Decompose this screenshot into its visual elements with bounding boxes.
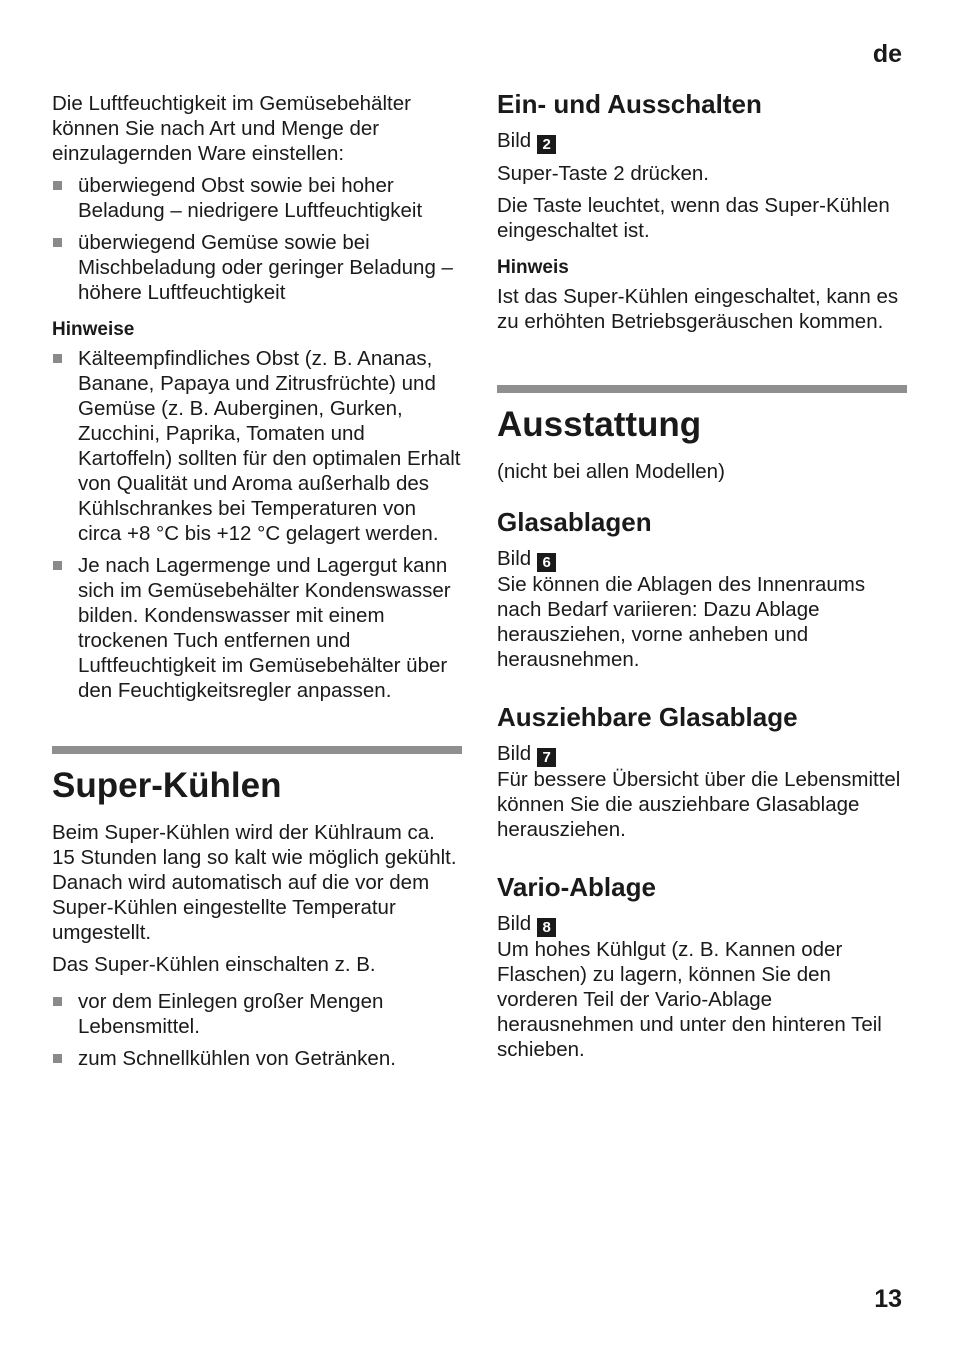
list-item: überwiegend Gemüse sowie bei Mischbeladung oder geringer Beladung – höhere Luftfeuchtigkeit [52, 230, 462, 305]
on-off-info: Die Taste leuchtet, wenn das Super-Kühlen eingeschaltet ist. [497, 194, 890, 242]
super-cooling-list [52, 989, 462, 1071]
figure-number-badge: 7 [537, 748, 556, 767]
pullout-shelf-text: Für bessere Übersicht über die Lebensmittel können Sie die ausziehbare Glasablage herausziehen. [497, 768, 901, 841]
subsection-title-pullout-shelf: Ausziehbare Glasablage [497, 702, 798, 732]
humidity-intro: Die Luftfeuchtigkeit im Gemüsebehälter können Sie nach Art und Menge der einzulagernden Ware einstellen: [52, 92, 411, 165]
bullet-icon [53, 181, 62, 190]
subsection-title-vario-shelf: Vario-Ablage [497, 872, 656, 902]
bullet-icon [53, 354, 62, 363]
list-item: Kälteempfindliches Obst (z. B. Ananas, Banane, Papaya und Zitrusfrüchte) und Gemüse (z. B. Auberginen, Gurken, Zucchini, Paprika, Tomaten und Kartoffeln) sollten für den optimalen Erhalt von Qualität und Aroma außerhalb des Kühlschrankes bei Temperaturen von circa +8 °C bis +12 °C gelagert werden. [52, 346, 462, 546]
bullet-icon [53, 561, 62, 570]
humidity-list [52, 173, 462, 305]
figure-ref: Bild 7 [497, 741, 907, 767]
super-cooling-text: Beim Super-Kühlen wird der Kühlraum ca. 15 Stunden lang so kalt wie möglich gekühlt. Danach wird automatisch auf die vor dem Super-Kühlen eingestellte Temperatur umgestellt. [52, 821, 457, 944]
list-item: zum Schnellkühlen von Getränken. [52, 1046, 462, 1071]
figure-ref: Bild 6 [497, 546, 907, 572]
section-title-equipment: Ausstattung [497, 405, 702, 444]
list-item: vor dem Einlegen großer Mengen Lebensmittel. [52, 989, 462, 1039]
page-number: 13 [874, 1285, 902, 1313]
left-column [52, 91, 462, 1078]
note-text: Ist das Super-Kühlen eingeschaltet, kann es zu erhöhten Betriebsgeräuschen kommen. [497, 285, 899, 333]
section-rule [497, 385, 907, 393]
on-off-step: Super-Taste 2 drücken. [497, 162, 709, 185]
figure-number-badge: 6 [537, 553, 556, 572]
section-title-on-off: Ein- und Ausschalten [497, 89, 762, 119]
figure-ref: Bild 8 [497, 911, 907, 937]
right-column [497, 88, 907, 1069]
vario-shelf-text: Um hohes Kühlgut (z. B. Kannen oder Flaschen) zu lagern, können Sie den vorderen Teil der Vario-Ablage herausnehmen und unter den hinteren Teil schieben. [497, 938, 882, 1061]
figure-number-badge: 2 [537, 135, 556, 154]
bullet-icon [53, 997, 62, 1006]
super-cooling-example: Das Super-Kühlen einschalten z. B. [52, 953, 376, 976]
list-item: Je nach Lagermenge und Lagergut kann sich im Gemüsebehälter Kondenswasser bilden. Kondenswasser mit einem trockenen Tuch entfernen und Luftfeuchtigkeit im Gemüsebehälter über den Feuchtigkeitsregler anpassen. [52, 553, 462, 703]
figure-number-badge: 8 [537, 918, 556, 937]
notes-list [52, 346, 462, 703]
bullet-icon [53, 238, 62, 247]
equipment-subtitle: (nicht bei allen Modellen) [497, 460, 725, 483]
figure-ref: Bild 2 [497, 128, 907, 154]
subsection-title-glass-shelves: Glasablagen [497, 507, 652, 537]
bullet-icon [53, 1054, 62, 1063]
glass-shelves-text: Sie können die Ablagen des Innenraums nach Bedarf variieren: Dazu Ablage herausziehen, vorne anheben und herausnehmen. [497, 573, 866, 671]
notes-heading: Hinweise [52, 319, 135, 340]
section-rule [52, 746, 462, 754]
language-label: de [872, 40, 902, 68]
note-heading: Hinweis [497, 257, 569, 278]
list-item: überwiegend Obst sowie bei hoher Beladung – niedrigere Luftfeuchtigkeit [52, 173, 462, 223]
section-title-super-cooling: Super-Kühlen [52, 766, 282, 805]
